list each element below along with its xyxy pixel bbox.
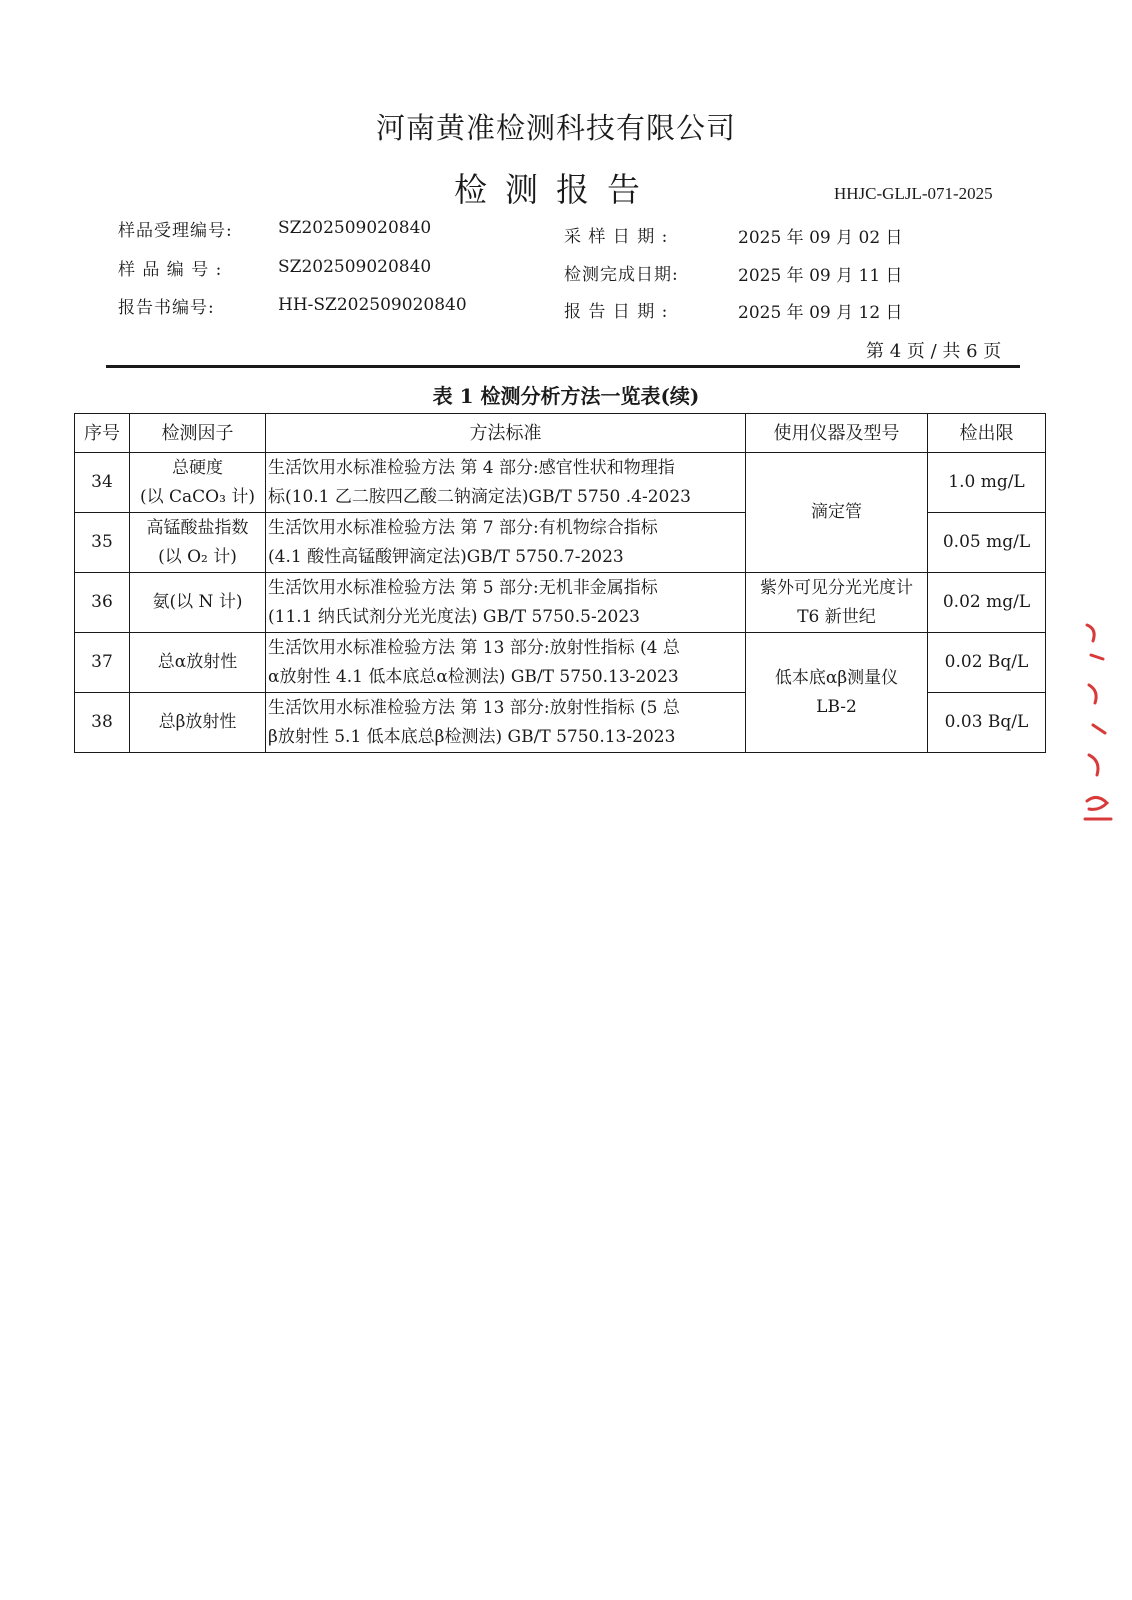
factor-line: (以 CaCO₃ 计) [140,486,255,507]
method-line: 生活饮用水标准检验方法 第 13 部分:放射性指标 (5 总 [268,697,680,718]
report-date-label: 报 告 日 期 : [564,302,669,322]
seal-stroke [1093,725,1105,733]
method-line: 生活饮用水标准检验方法 第 7 部分:有机物综合指标 [268,517,658,538]
header-instrument: 使用仪器及型号 [746,414,928,453]
method-line: 标(10.1 乙二胺四乙酸二钠滴定法)GB/T 5750 .4-2023 [268,486,691,507]
sampling-date-label: 采 样 日 期 : [564,227,669,247]
seal-stroke [1087,797,1107,809]
row-factor [130,513,266,573]
header-no: 序号 [75,414,130,453]
method-line: β放射性 5.1 低本底总β检测法) GB/T 5750.13-2023 [268,726,676,747]
table-row [75,453,1046,513]
header-limit: 检出限 [928,414,1046,453]
seal-stamp-fragment [1083,615,1113,825]
report-title: 检测报告 [454,170,658,209]
row-instrument [746,573,928,633]
page-indicator: 第 4 页 / 共 6 页 [866,341,1002,362]
row-method [266,633,746,693]
row-method [266,693,746,753]
factor-line: (以 O₂ 计) [158,546,237,567]
table-row [75,633,1046,693]
row-limit: 0.03 Bq/L [928,693,1046,753]
row-no: 36 [75,573,130,633]
sample-no-label: 样 品 编 号 : [118,260,223,280]
instrument-line: 紫外可见分光光度计 [760,577,913,598]
table-row [75,573,1046,633]
instrument-line: LB-2 [816,696,857,717]
header-divider [106,365,1020,368]
report-date-value: 2025 年 09 月 12 日 [738,303,903,323]
row-no: 34 [75,453,130,513]
factor-line: 总硬度 [172,457,223,478]
sampling-date-value: 2025 年 09 月 02 日 [738,228,903,248]
row-limit: 0.05 mg/L [928,513,1046,573]
method-line: α放射性 4.1 低本底总α检测法) GB/T 5750.13-2023 [268,666,679,687]
row-factor: 总β放射性 [130,693,266,753]
method-line: (4.1 酸性高锰酸钾滴定法)GB/T 5750.7-2023 [268,546,624,567]
company-name: 河南黄准检测科技有限公司 [375,111,736,145]
row-no: 38 [75,693,130,753]
completion-date-label: 检测完成日期: [564,265,679,285]
report-no-label: 报告书编号: [118,298,215,318]
row-method [266,453,746,513]
method-line: 生活饮用水标准检验方法 第 5 部分:无机非金属指标 [268,577,658,598]
row-method [266,573,746,633]
header-method: 方法标准 [266,414,746,453]
sample-accept-no-label: 样品受理编号: [118,221,233,241]
instrument-line: T6 新世纪 [797,606,876,627]
method-line: 生活饮用水标准检验方法 第 13 部分:放射性指标 (4 总 [268,637,680,658]
row-limit: 1.0 mg/L [928,453,1046,513]
completion-date-value: 2025 年 09 月 11 日 [738,266,903,286]
seal-stroke [1087,625,1094,641]
row-instrument: 滴定管 [746,453,928,573]
method-table [74,413,1046,753]
row-instrument [746,633,928,753]
seal-stroke [1089,685,1096,703]
header-factor: 检测因子 [130,414,266,453]
table-caption: 表 1 检测分析方法一览表(续) [432,384,700,408]
row-factor: 总α放射性 [130,633,266,693]
report-no-value: HH-SZ202509020840 [278,295,467,315]
factor-line: 高锰酸盐指数 [146,517,249,538]
instrument-line: 低本底αβ测量仪 [774,667,899,688]
seal-stroke [1091,655,1103,659]
table-header-row [75,414,1046,453]
row-no: 37 [75,633,130,693]
method-line: (11.1 纳氏试剂分光光度法) GB/T 5750.5-2023 [268,606,640,627]
row-method [266,513,746,573]
method-line: 生活饮用水标准检验方法 第 4 部分:感官性状和物理指 [268,457,675,478]
report-code: HHJC-GLJL-071-2025 [834,184,993,203]
sample-accept-no-value: SZ202509020840 [278,218,432,238]
row-limit: 0.02 Bq/L [928,633,1046,693]
seal-stroke [1089,755,1098,775]
row-limit: 0.02 mg/L [928,573,1046,633]
row-factor [130,453,266,513]
row-factor: 氨(以 N 计) [130,573,266,633]
row-no: 35 [75,513,130,573]
sample-no-value: SZ202509020840 [278,257,432,277]
